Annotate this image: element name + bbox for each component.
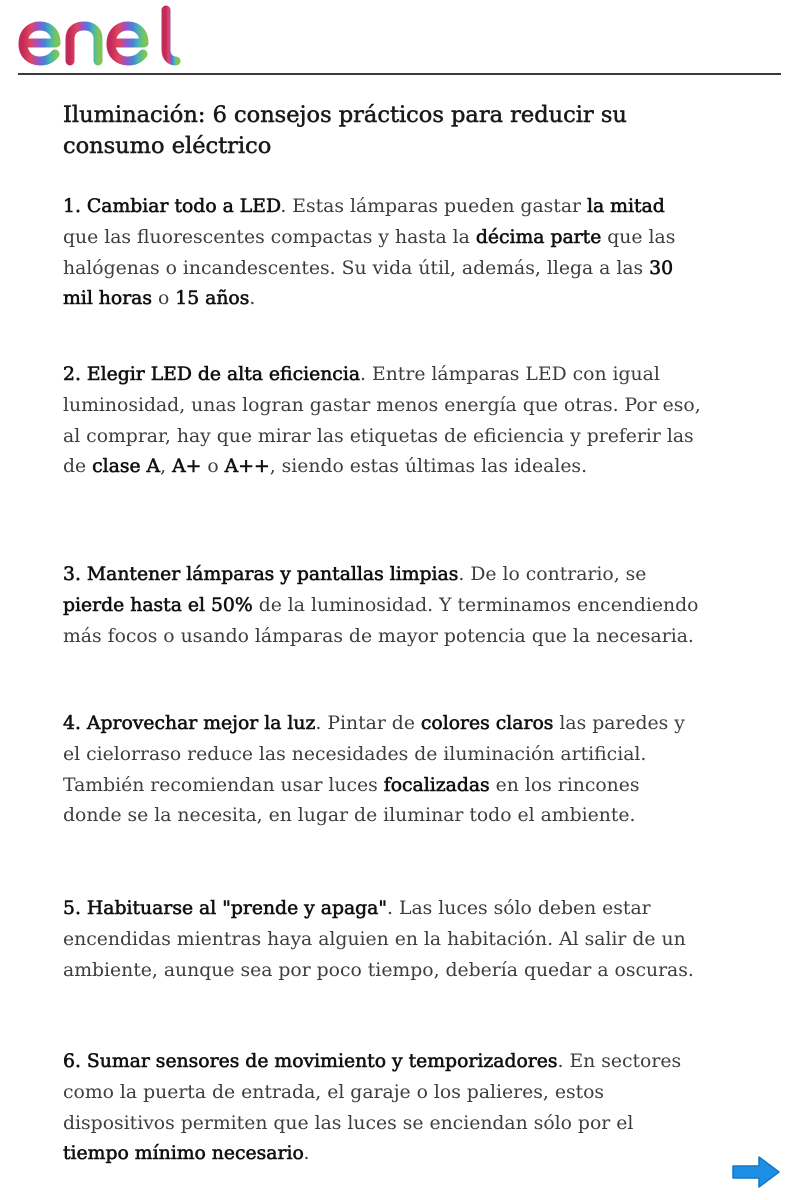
- next-arrow-icon[interactable]: [730, 1154, 782, 1190]
- tip-2: 2. Elegir LED de alta eficiencia. Entre lámparas LED con igual luminosidad, unas logran gastar menos energía que otras. Por eso, al comprar, hay que mirar las etiquetas de eficiencia y preferir las de clase A, A+ o A++, siendo estas últimas las ideales.: [63, 364, 701, 478]
- tip-4: 4. Aprovechar mejor la luz. Pintar de colores claros las paredes y el cielorraso reduce las necesidades de iluminación artificial. También recomiendan usar luces focalizadas en los rincones donde se la necesita, en lugar de iluminar todo el ambiente.: [63, 713, 685, 827]
- article: [63, 100, 703, 1165]
- tip-6-heading: 6. Sumar sensores de movimiento y temporizadores: [63, 1051, 558, 1072]
- page-header: [0, 0, 800, 76]
- tip-2-heading: 2. Elegir LED de alta eficiencia: [63, 364, 361, 385]
- article-title: Iluminación: 6 consejos prácticos para reducir su consumo eléctrico: [63, 102, 627, 159]
- enel-logo[interactable]: [16, 4, 182, 68]
- tip-6: 6. Sumar sensores de movimiento y temporizadores. En sectores como la puerta de entrada, el garaje o los palieres, estos dispositivos permiten que las luces se enciendan sólo por el tiempo mínimo necesario.: [63, 1051, 682, 1165]
- tip-5: 5. Habituarse al "prende y apaga". Las luces sólo deben estar encendidas mientras haya alguien en la habitación. Al salir de un ambiente, aunque sea por poco tiempo, debería quedar a oscuras.: [63, 898, 694, 981]
- tip-4-heading: 4. Aprovechar mejor la luz: [63, 713, 316, 734]
- tip-1: 1. Cambiar todo a LED. Estas lámparas pueden gastar la mitad que las fluorescentes compactas y hasta la décima parte que las halógenas o incandescentes. Su vida útil, además, llega a las 30 mil horas o 15 años.: [63, 196, 676, 310]
- tip-5-heading: 5. Habituarse al "prende y apaga": [63, 898, 388, 919]
- tip-1-heading: 1. Cambiar todo a LED: [63, 196, 281, 217]
- tip-3: 3. Mantener lámparas y pantallas limpias. De lo contrario, se pierde hasta el 50% de la luminosidad. Y terminamos encendiendo más focos o usando lámparas de mayor potencia que la necesaria.: [63, 564, 699, 647]
- header-divider: [18, 73, 781, 75]
- tip-3-heading: 3. Mantener lámparas y pantallas limpias: [63, 564, 459, 585]
